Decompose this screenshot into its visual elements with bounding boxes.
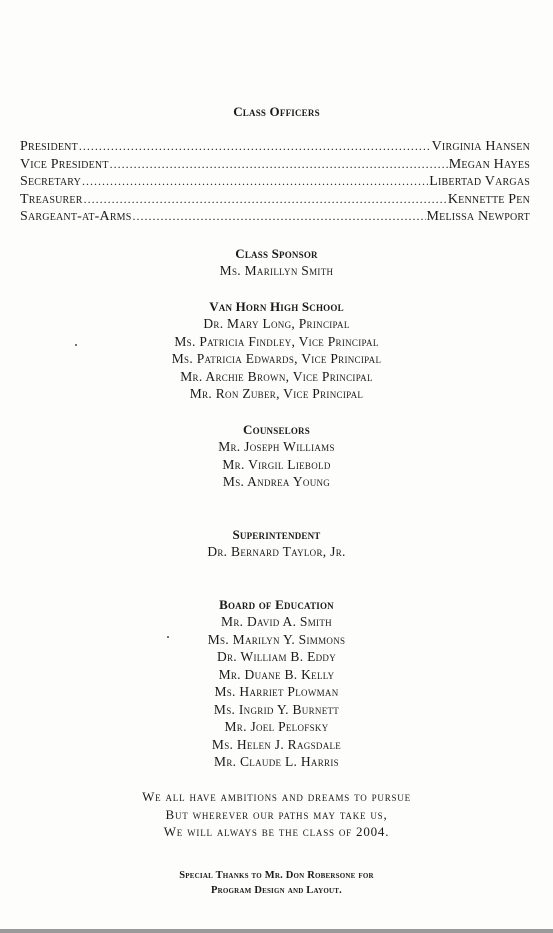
superintendent-name: Dr. Bernard Taylor, Jr. — [207, 544, 346, 559]
board-member-name: Mr. Duane B. Kelly — [218, 666, 335, 682]
counselor-name: Mr. Joseph Williams — [218, 439, 335, 454]
officer-name: Virginia Hansen — [431, 139, 530, 154]
officer-role: President — [20, 139, 78, 154]
school-staff-name: Dr. Mary Long, Principal — [203, 316, 350, 331]
counselors-heading: Counselors — [243, 422, 310, 437]
board-member-name: Mr. Claude L. Harris — [214, 754, 339, 769]
page-bottom-edge — [0, 929, 553, 933]
dot-leader — [84, 192, 447, 207]
board-member-name: Dr. William B. Eddy — [216, 649, 337, 664]
dot-leader — [110, 157, 448, 172]
closing-line: But wherever our paths may take us, — [165, 806, 388, 822]
board-member-name: Ms. Marilyn Y. Simmons — [207, 631, 346, 647]
board-member-name: Mr. David A. Smith — [221, 614, 332, 629]
class-sponsor-heading: Class Sponsor — [235, 246, 318, 261]
officer-row — [20, 192, 530, 210]
officer-role: Treasurer — [20, 191, 83, 207]
sponsor-name: Ms. Marillyn Smith — [219, 263, 334, 278]
counselor-name: Mr. Virgil Liebold — [222, 456, 331, 472]
special-thanks-line: Special Thanks to Mr. Don Robersone for — [179, 870, 374, 881]
officer-row — [20, 157, 530, 175]
special-thanks-line: Program Design and Layout. — [211, 885, 342, 896]
closing-line: We will always be the class of 2004. — [163, 824, 390, 839]
superintendent-heading: Superintendent — [232, 527, 321, 542]
officer-role: Vice President — [20, 156, 109, 172]
scan-speck — [75, 344, 77, 346]
officer-name: Kennette Pen — [447, 191, 530, 207]
class-officers-heading: Class Officers — [233, 104, 320, 119]
school-staff-name: Mr. Ron Zuber, Vice Principal — [189, 386, 364, 401]
board-member-name: Ms. Ingrid Y. Burnett — [213, 701, 340, 717]
officer-role: Sargeant-at-Arms — [20, 209, 132, 224]
board-member-name: Ms. Harriet Plowman — [214, 684, 339, 699]
school-staff-name: Mr. Archie Brown, Vice Principal — [180, 368, 373, 384]
officer-row — [20, 174, 530, 192]
board-heading: Board of Education — [219, 597, 334, 612]
officers-list — [20, 139, 530, 227]
dot-leader — [133, 209, 426, 224]
school-heading: Van Horn High School — [209, 299, 344, 314]
officer-name: Megan Hayes — [448, 156, 530, 172]
board-member-name: Ms. Helen J. Ragsdale — [211, 736, 342, 752]
dot-leader — [79, 139, 431, 154]
officer-name: Melissa Newport — [426, 209, 530, 224]
officer-name: Libertad Vargas — [429, 174, 530, 189]
closing-line: We all have ambitions and dreams to pursue — [142, 789, 411, 804]
officer-role: Secretary — [20, 174, 82, 189]
officer-row — [20, 139, 530, 157]
school-staff-name: Ms. Patricia Edwards, Vice Principal — [171, 351, 382, 366]
scan-speck — [167, 636, 169, 638]
school-staff-name: Ms. Patricia Findley, Vice Principal — [174, 333, 379, 349]
dot-leader — [82, 174, 428, 189]
board-member-name: Mr. Joel Pelofsky — [224, 719, 329, 734]
counselor-name: Ms. Andrea Young — [222, 474, 331, 489]
officer-row — [20, 209, 530, 227]
